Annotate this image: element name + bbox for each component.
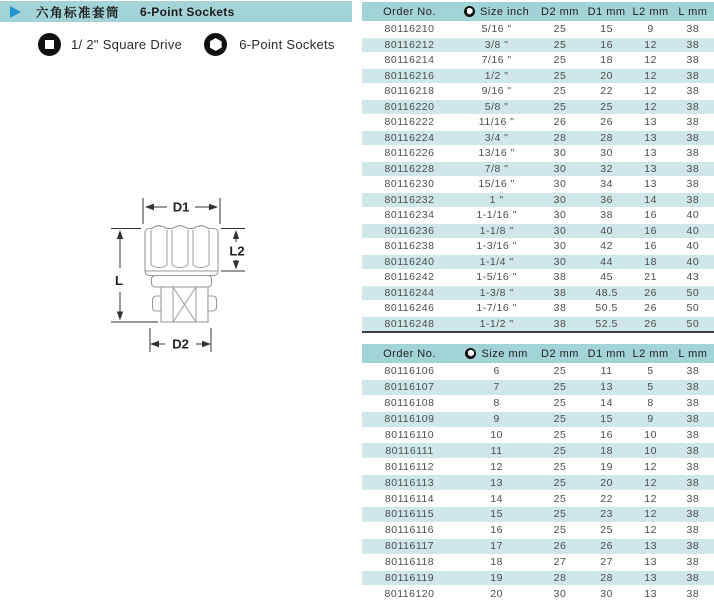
table-cell: 50.5 xyxy=(584,301,630,317)
table-cell: 38 xyxy=(672,586,714,602)
table-row xyxy=(362,570,714,586)
table-cell: 25 xyxy=(536,411,584,427)
spec-tables-panel xyxy=(362,0,714,602)
table-cell: 13 xyxy=(629,130,671,146)
table-row xyxy=(362,115,714,131)
table-cell: 26 xyxy=(584,115,630,131)
table-cell: 38 xyxy=(672,22,714,38)
column-header xyxy=(362,2,457,22)
table-cell: 18 xyxy=(584,443,630,459)
table-cell: 20 xyxy=(457,586,536,602)
table-cell: 3/8 " xyxy=(457,37,536,53)
table-row xyxy=(362,379,714,395)
table-cell: 21 xyxy=(629,270,671,286)
table-cell: 26 xyxy=(629,301,671,317)
socket-type-label: 6-Point Sockets xyxy=(239,37,335,52)
table-cell: 36 xyxy=(584,192,630,208)
table-cell: 20 xyxy=(584,68,630,84)
table-cell: 80116113 xyxy=(362,475,457,491)
table-cell: 11 xyxy=(584,364,630,380)
table-cell: 12 xyxy=(629,475,671,491)
table-cell: 80116242 xyxy=(362,270,457,286)
table-cell: 12 xyxy=(629,99,671,115)
table-cell: 80116108 xyxy=(362,395,457,411)
column-header-label: L2 mm xyxy=(632,5,669,18)
table-cell: 16 xyxy=(584,37,630,53)
table-cell: 25 xyxy=(536,53,584,69)
table-cell: 80116214 xyxy=(362,53,457,69)
table-row xyxy=(362,239,714,255)
table-cell: 15 xyxy=(584,22,630,38)
table-cell: 38 xyxy=(672,161,714,177)
table-cell: 1-1/8 " xyxy=(457,223,536,239)
table-cell: 13 xyxy=(457,475,536,491)
table-cell: 12 xyxy=(629,53,671,69)
table-cell: 25 xyxy=(536,459,584,475)
column-header-label: L mm xyxy=(678,5,708,18)
legend-row xyxy=(38,33,335,56)
table-cell: 38 xyxy=(672,475,714,491)
table-cell: 44 xyxy=(584,254,630,270)
table-cell: 12 xyxy=(629,522,671,538)
table-row xyxy=(362,270,714,286)
table-cell: 10 xyxy=(629,427,671,443)
table-cell: 25 xyxy=(536,443,584,459)
table-cell: 12 xyxy=(629,491,671,507)
table-cell: 80116116 xyxy=(362,522,457,538)
table-cell: 43 xyxy=(672,270,714,286)
table-cell: 1 " xyxy=(457,192,536,208)
table-cell: 28 xyxy=(536,570,584,586)
table-cell: 80116120 xyxy=(362,586,457,602)
table-cell: 1-7/16 " xyxy=(457,301,536,317)
table-cell: 12 xyxy=(457,459,536,475)
table-row xyxy=(362,316,714,332)
table-cell: 80116238 xyxy=(362,239,457,255)
table-cell: 34 xyxy=(584,177,630,193)
table-cell: 1/2 " xyxy=(457,68,536,84)
table-cell: 38 xyxy=(672,68,714,84)
table-cell: 80116234 xyxy=(362,208,457,224)
table-cell: 40 xyxy=(672,254,714,270)
column-header-label: D1 mm xyxy=(587,5,626,18)
table-cell: 12 xyxy=(629,37,671,53)
column-header-label: D2 mm xyxy=(541,347,579,360)
table-cell: 25 xyxy=(536,22,584,38)
table-cell: 80116114 xyxy=(362,491,457,507)
table-cell: 18 xyxy=(584,53,630,69)
mm-size-table xyxy=(362,343,714,602)
table-row xyxy=(362,507,714,523)
table-row xyxy=(362,254,714,270)
table-cell: 25 xyxy=(536,379,584,395)
table-cell: 12 xyxy=(629,459,671,475)
table-cell: 5/8 " xyxy=(457,99,536,115)
table-cell: 40 xyxy=(672,208,714,224)
table-cell: 22 xyxy=(584,84,630,100)
section-title-bar xyxy=(0,1,352,22)
table-cell: 38 xyxy=(672,459,714,475)
table-cell: 11 xyxy=(457,443,536,459)
table-cell: 13 xyxy=(629,586,671,602)
table-cell: 15 xyxy=(457,507,536,523)
table-cell: 16 xyxy=(629,223,671,239)
table-cell: 18 xyxy=(457,554,536,570)
table-cell: 38 xyxy=(672,192,714,208)
table-cell: 42 xyxy=(584,239,630,255)
table-cell: 80116248 xyxy=(362,316,457,332)
table-cell: 7/8 " xyxy=(457,161,536,177)
table-cell: 38 xyxy=(672,538,714,554)
table-cell: 80116224 xyxy=(362,130,457,146)
table-cell: 80116210 xyxy=(362,22,457,38)
table-cell: 10 xyxy=(457,427,536,443)
table-cell: 15/16 " xyxy=(457,177,536,193)
triangle-bullet-icon xyxy=(10,6,21,18)
table-row xyxy=(362,161,714,177)
table-cell: 80116216 xyxy=(362,68,457,84)
table-cell: 80116236 xyxy=(362,223,457,239)
table-cell: 28 xyxy=(536,130,584,146)
table-cell: 80116222 xyxy=(362,115,457,131)
column-header xyxy=(457,344,536,364)
table-cell: 25 xyxy=(536,364,584,380)
column-header-label: Size mm xyxy=(481,347,528,360)
dim-label-d1: D1 xyxy=(172,199,190,215)
table-cell: 9 xyxy=(457,411,536,427)
table-cell: 1-5/16 " xyxy=(457,270,536,286)
table-cell: 80116107 xyxy=(362,379,457,395)
table-cell: 11/16 " xyxy=(457,115,536,131)
table-cell: 9/16 " xyxy=(457,84,536,100)
table-row xyxy=(362,146,714,162)
table-cell: 9 xyxy=(629,22,671,38)
column-header-label: Order No. xyxy=(383,5,436,18)
table-cell: 1-3/16 " xyxy=(457,239,536,255)
hex-socket-icon xyxy=(465,348,476,359)
table-row xyxy=(362,84,714,100)
table-cell: 3/4 " xyxy=(457,130,536,146)
table-cell: 19 xyxy=(457,570,536,586)
table-cell: 13 xyxy=(629,161,671,177)
table-cell: 1-3/8 " xyxy=(457,285,536,301)
table-cell: 30 xyxy=(536,192,584,208)
table-cell: 30 xyxy=(536,146,584,162)
table-cell: 80116230 xyxy=(362,177,457,193)
section-title-chinese: 六角标准套筒 xyxy=(36,5,121,20)
table-cell: 80116232 xyxy=(362,192,457,208)
table-cell: 10 xyxy=(629,443,671,459)
table-cell: 14 xyxy=(457,491,536,507)
table-cell: 25 xyxy=(536,491,584,507)
square-drive-label: 1/ 2" Square Drive xyxy=(71,37,183,52)
table-row xyxy=(362,522,714,538)
table-row xyxy=(362,395,714,411)
table-cell: 38 xyxy=(672,395,714,411)
table-cell: 38 xyxy=(672,427,714,443)
table-row xyxy=(362,427,714,443)
table-row xyxy=(362,285,714,301)
column-header xyxy=(672,2,714,22)
table-cell: 25 xyxy=(536,68,584,84)
table-cell: 13 xyxy=(629,115,671,131)
table-row xyxy=(362,37,714,53)
table-cell: 25 xyxy=(536,37,584,53)
table-cell: 38 xyxy=(536,285,584,301)
table-row xyxy=(362,99,714,115)
table-cell: 13 xyxy=(629,554,671,570)
table-cell: 40 xyxy=(672,239,714,255)
table-cell: 5 xyxy=(629,364,671,380)
table-cell: 50 xyxy=(672,316,714,332)
column-header xyxy=(457,2,536,22)
dim-label-d2: D2 xyxy=(172,336,189,352)
table-cell: 28 xyxy=(584,130,630,146)
table-cell: 38 xyxy=(672,491,714,507)
table-row xyxy=(362,459,714,475)
table-cell: 9 xyxy=(629,411,671,427)
table-cell: 25 xyxy=(536,395,584,411)
table-cell: 80116226 xyxy=(362,146,457,162)
table-header-row xyxy=(362,2,714,22)
column-header xyxy=(584,2,630,22)
table-row xyxy=(362,443,714,459)
table-cell: 26 xyxy=(629,316,671,332)
table-cell: 20 xyxy=(584,475,630,491)
table-cell: 80116228 xyxy=(362,161,457,177)
table-cell: 13 xyxy=(629,538,671,554)
table-cell: 50 xyxy=(672,285,714,301)
table-cell: 26 xyxy=(629,285,671,301)
table-header-row xyxy=(362,344,714,364)
table-cell: 80116109 xyxy=(362,411,457,427)
table-cell: 38 xyxy=(672,84,714,100)
table-cell: 1-1/16 " xyxy=(457,208,536,224)
column-header-label: L mm xyxy=(678,347,708,360)
column-header xyxy=(584,344,630,364)
column-header-label: D2 mm xyxy=(541,5,579,18)
column-header xyxy=(362,344,457,364)
table-cell: 38 xyxy=(672,364,714,380)
table-cell: 13 xyxy=(629,177,671,193)
section-title-english: 6-Point Sockets xyxy=(140,4,235,19)
table-cell: 30 xyxy=(536,177,584,193)
table-cell: 40 xyxy=(672,223,714,239)
table-cell: 30 xyxy=(536,586,584,602)
table-cell: 8 xyxy=(457,395,536,411)
table-cell: 16 xyxy=(584,427,630,443)
table-cell: 38 xyxy=(672,99,714,115)
table-cell: 13 xyxy=(629,146,671,162)
table-cell: 38 xyxy=(536,316,584,332)
table-cell: 7 xyxy=(457,379,536,395)
table-row xyxy=(362,192,714,208)
square-drive-icon xyxy=(38,33,61,56)
table-row xyxy=(362,475,714,491)
table-cell: 14 xyxy=(584,395,630,411)
table-cell: 27 xyxy=(584,554,630,570)
table-cell: 25 xyxy=(536,475,584,491)
table-cell: 18 xyxy=(629,254,671,270)
table-cell: 14 xyxy=(629,192,671,208)
table-cell: 80116240 xyxy=(362,254,457,270)
table-cell: 16 xyxy=(457,522,536,538)
table-cell: 13 xyxy=(629,570,671,586)
table-cell: 80116244 xyxy=(362,285,457,301)
table-cell: 27 xyxy=(536,554,584,570)
table-cell: 30 xyxy=(536,208,584,224)
table-cell: 38 xyxy=(584,208,630,224)
table-cell: 38 xyxy=(672,379,714,395)
column-header-label: Size inch xyxy=(480,5,530,18)
table-cell: 30 xyxy=(536,254,584,270)
table-row xyxy=(362,364,714,380)
table-cell: 30 xyxy=(536,161,584,177)
table-row xyxy=(362,68,714,84)
table-row xyxy=(362,22,714,38)
table-cell: 38 xyxy=(672,554,714,570)
table-cell: 5 xyxy=(629,379,671,395)
table-cell: 80116119 xyxy=(362,570,457,586)
table-cell: 38 xyxy=(672,146,714,162)
table-cell: 80116117 xyxy=(362,538,457,554)
table-cell: 38 xyxy=(672,443,714,459)
table-cell: 25 xyxy=(584,99,630,115)
column-header xyxy=(629,2,671,22)
table-cell: 38 xyxy=(672,115,714,131)
table-cell: 25 xyxy=(536,522,584,538)
table-row xyxy=(362,491,714,507)
table-cell: 80116218 xyxy=(362,84,457,100)
table-cell: 26 xyxy=(584,538,630,554)
table-cell: 5/16 " xyxy=(457,22,536,38)
table-cell: 19 xyxy=(584,459,630,475)
square-hole xyxy=(45,40,54,49)
hex-socket-icon xyxy=(464,6,475,17)
table-row xyxy=(362,223,714,239)
table-cell: 40 xyxy=(584,223,630,239)
column-header xyxy=(629,344,671,364)
table-cell: 30 xyxy=(536,223,584,239)
table-cell: 80116106 xyxy=(362,364,457,380)
table-cell: 38 xyxy=(672,570,714,586)
table-row xyxy=(362,411,714,427)
table-cell: 45 xyxy=(584,270,630,286)
table-row xyxy=(362,554,714,570)
table-row xyxy=(362,130,714,146)
table-cell: 38 xyxy=(672,177,714,193)
socket-technical-drawing xyxy=(103,192,255,364)
table-cell: 22 xyxy=(584,491,630,507)
table-cell: 7/16 " xyxy=(457,53,536,69)
table-cell: 26 xyxy=(536,115,584,131)
table-row xyxy=(362,177,714,193)
table-cell: 80116115 xyxy=(362,507,457,523)
table-cell: 38 xyxy=(672,53,714,69)
table-row xyxy=(362,586,714,602)
table-cell: 80116112 xyxy=(362,459,457,475)
table-row xyxy=(362,301,714,317)
table-cell: 80116246 xyxy=(362,301,457,317)
hex-hole xyxy=(467,8,473,15)
table-cell: 25 xyxy=(536,507,584,523)
table-cell: 16 xyxy=(629,239,671,255)
column-header xyxy=(536,2,584,22)
table-cell: 32 xyxy=(584,161,630,177)
table-cell: 38 xyxy=(672,130,714,146)
table-cell: 30 xyxy=(584,146,630,162)
table-cell: 28 xyxy=(584,570,630,586)
table-cell: 52.5 xyxy=(584,316,630,332)
table-cell: 30 xyxy=(536,239,584,255)
table-cell: 26 xyxy=(536,538,584,554)
table-cell: 16 xyxy=(629,208,671,224)
column-header xyxy=(672,344,714,364)
table-cell: 38 xyxy=(536,301,584,317)
table-row xyxy=(362,208,714,224)
column-header xyxy=(536,344,584,364)
table-cell: 80116118 xyxy=(362,554,457,570)
table-cell: 38 xyxy=(672,507,714,523)
column-header-label: D1 mm xyxy=(587,347,626,360)
table-cell: 1-1/2 " xyxy=(457,316,536,332)
table-cell: 13 xyxy=(584,379,630,395)
table-cell: 30 xyxy=(584,586,630,602)
table-cell: 25 xyxy=(536,99,584,115)
hex-hole xyxy=(468,350,474,357)
table-cell: 48.5 xyxy=(584,285,630,301)
column-header-label: Order No. xyxy=(383,347,436,360)
hex-hole xyxy=(210,38,222,51)
table-cell: 80116220 xyxy=(362,99,457,115)
table-cell: 15 xyxy=(584,411,630,427)
table-cell: 50 xyxy=(672,301,714,317)
table-row xyxy=(362,53,714,69)
table-cell: 12 xyxy=(629,507,671,523)
table-cell: 23 xyxy=(584,507,630,523)
dim-label-l: L xyxy=(115,273,123,288)
table-cell: 80116212 xyxy=(362,37,457,53)
table-cell: 8 xyxy=(629,395,671,411)
table-cell: 1-1/4 " xyxy=(457,254,536,270)
table-cell: 80116111 xyxy=(362,443,457,459)
table-cell: 13/16 " xyxy=(457,146,536,162)
dim-label-l2: L2 xyxy=(229,243,245,259)
table-cell: 80116110 xyxy=(362,427,457,443)
table-cell: 38 xyxy=(536,270,584,286)
table-cell: 6 xyxy=(457,364,536,380)
inch-size-table xyxy=(362,1,714,333)
table-cell: 25 xyxy=(536,84,584,100)
table-cell: 38 xyxy=(672,37,714,53)
table-cell: 25 xyxy=(584,522,630,538)
table-cell: 38 xyxy=(672,522,714,538)
table-cell: 17 xyxy=(457,538,536,554)
table-cell: 12 xyxy=(629,84,671,100)
table-row xyxy=(362,538,714,554)
table-cell: 25 xyxy=(536,427,584,443)
hex-socket-icon xyxy=(204,33,227,56)
column-header-label: L2 mm xyxy=(632,347,669,360)
table-cell: 12 xyxy=(629,68,671,84)
table-cell: 38 xyxy=(672,411,714,427)
